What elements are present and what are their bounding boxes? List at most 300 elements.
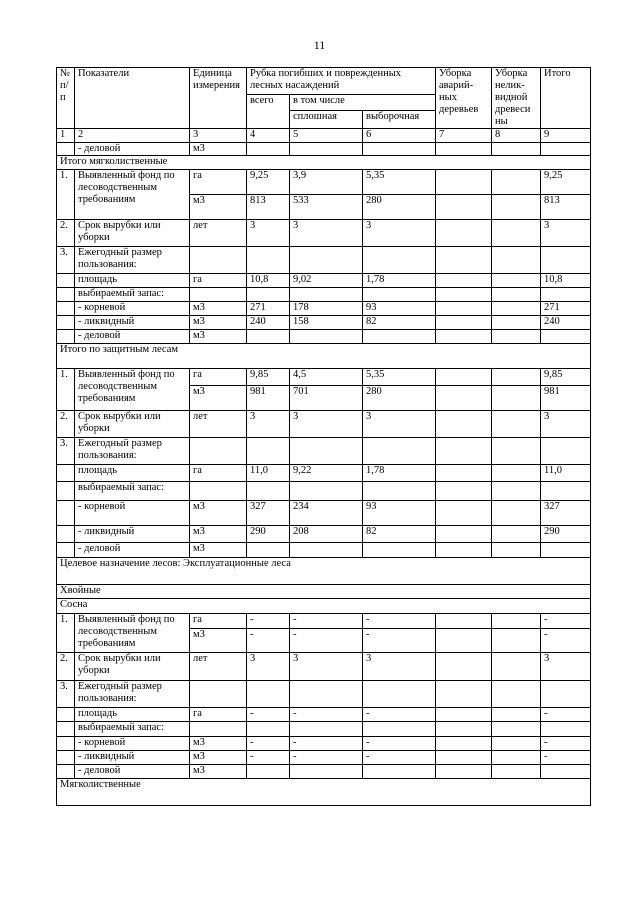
header-including: в том числе: [290, 95, 436, 111]
row-number: 2.: [57, 653, 75, 681]
row-label: Выявленный фонд по лесоводственным требованиям: [75, 170, 190, 220]
row-label: - корневой: [75, 737, 190, 751]
col-num: 6: [363, 129, 436, 143]
cell-v5: 701: [290, 386, 363, 411]
cell-v4: 3: [247, 653, 290, 681]
row-unit: м3: [190, 195, 247, 220]
section-title: Итого мягколиственные: [57, 156, 591, 170]
cell-v4: [247, 722, 290, 737]
row-label: - ликвидный: [75, 316, 190, 330]
row-label: выбираемый запас:: [75, 288, 190, 302]
section-row: [57, 156, 591, 170]
table-row: [57, 751, 591, 765]
header-indicators: Показатели: [75, 68, 190, 129]
cell-v4: 981: [247, 386, 290, 411]
cell-v4: -: [247, 737, 290, 751]
cell-v7: [436, 526, 492, 543]
cell-v4: [247, 143, 290, 156]
table-row: [57, 543, 591, 558]
row-label: - деловой: [75, 143, 190, 156]
cell-v4: [247, 288, 290, 302]
cell-v7: [436, 708, 492, 722]
cell-v9: 981: [541, 386, 591, 411]
cell-v5: 178: [290, 302, 363, 316]
cell-v8: [492, 708, 541, 722]
table-row: [57, 482, 591, 501]
cell-v9: [541, 681, 591, 708]
row-number: [57, 737, 75, 751]
table-row: [57, 708, 591, 722]
cell-v9: 3: [541, 220, 591, 247]
row-label: площадь: [75, 274, 190, 288]
cell-v7: [436, 411, 492, 438]
cell-v6: 3: [363, 220, 436, 247]
row-number: [57, 465, 75, 482]
row-label: Ежегодный размер пользования:: [75, 247, 190, 274]
row-number: [57, 288, 75, 302]
cell-v8: [492, 247, 541, 274]
row-unit: га: [190, 614, 247, 629]
cell-v9: 11,0: [541, 465, 591, 482]
table-row: [57, 614, 591, 629]
cell-v7: [436, 247, 492, 274]
cell-v6: [363, 681, 436, 708]
cell-v8: [492, 465, 541, 482]
cell-v6: 82: [363, 316, 436, 330]
cell-v8: [492, 386, 541, 411]
cell-v9: [541, 288, 591, 302]
cell-v6: [363, 330, 436, 344]
cell-v9: [541, 438, 591, 465]
row-label: Срок вырубки или уборки: [75, 411, 190, 438]
cell-v7: [436, 195, 492, 220]
cell-v7: [436, 681, 492, 708]
cell-v5: -: [290, 737, 363, 751]
cell-v8: [492, 438, 541, 465]
row-label: Ежегодный размер пользования:: [75, 681, 190, 708]
cell-v9: [541, 765, 591, 779]
cell-v6: -: [363, 708, 436, 722]
cell-v6: [363, 288, 436, 302]
row-unit: м3: [190, 751, 247, 765]
cell-v5: -: [290, 629, 363, 653]
table-row: [57, 465, 591, 482]
cell-v4: 9,85: [247, 369, 290, 386]
cell-v6: [363, 247, 436, 274]
table-row: [57, 330, 591, 344]
cell-v5: 9,02: [290, 274, 363, 288]
row-unit: м3: [190, 501, 247, 526]
cell-v8: [492, 482, 541, 501]
cell-v4: [247, 765, 290, 779]
table-row: [57, 681, 591, 708]
cell-v5: -: [290, 614, 363, 629]
row-label: Выявленный фонд по лесоводственным требованиям: [75, 369, 190, 411]
col-num: 9: [541, 129, 591, 143]
col-num: 5: [290, 129, 363, 143]
col-num: 7: [436, 129, 492, 143]
cell-v5: [290, 247, 363, 274]
cell-v5: 234: [290, 501, 363, 526]
row-number: [57, 482, 75, 501]
cell-v5: 208: [290, 526, 363, 543]
row-unit: [190, 681, 247, 708]
row-number: [57, 302, 75, 316]
cell-v7: [436, 220, 492, 247]
cell-v6: 3: [363, 653, 436, 681]
cell-v6: [363, 543, 436, 558]
row-number: [57, 751, 75, 765]
row-label: - деловой: [75, 330, 190, 344]
cell-v7: [436, 722, 492, 737]
cell-v4: 9,25: [247, 170, 290, 195]
header-selective: выборочная: [363, 111, 436, 129]
cell-v8: [492, 737, 541, 751]
row-unit: м3: [190, 543, 247, 558]
cell-v6: -: [363, 737, 436, 751]
cell-v9: 290: [541, 526, 591, 543]
cell-v9: [541, 143, 591, 156]
row-number: [57, 722, 75, 737]
row-unit: м3: [190, 629, 247, 653]
cell-v6: 93: [363, 501, 436, 526]
cell-v8: [492, 195, 541, 220]
row-label: выбираемый запас:: [75, 722, 190, 737]
row-unit: м3: [190, 316, 247, 330]
col-num: 3: [190, 129, 247, 143]
row-unit: м3: [190, 737, 247, 751]
cell-v8: [492, 330, 541, 344]
row-number: 3.: [57, 438, 75, 465]
cell-v6: 280: [363, 386, 436, 411]
section-title: Целевое назначение лесов: Эксплуатационные леса: [57, 558, 591, 585]
row-label: - корневой: [75, 501, 190, 526]
cell-v4: 10,8: [247, 274, 290, 288]
table-body: [57, 143, 591, 806]
cell-v6: 5,35: [363, 369, 436, 386]
header-emergency: Уборка аварий-ных деревьев: [436, 68, 492, 129]
table-row: [57, 369, 591, 386]
cell-v9: 9,25: [541, 170, 591, 195]
cell-v9: 240: [541, 316, 591, 330]
table-row: [57, 302, 591, 316]
cell-v8: [492, 629, 541, 653]
cell-v5: 533: [290, 195, 363, 220]
cell-v8: [492, 411, 541, 438]
cell-v4: [247, 247, 290, 274]
cell-v7: [436, 369, 492, 386]
cell-v9: [541, 482, 591, 501]
cell-v7: [436, 274, 492, 288]
table-row: [57, 722, 591, 737]
col-num: 4: [247, 129, 290, 143]
cell-v7: [436, 302, 492, 316]
cell-v7: [436, 653, 492, 681]
cell-v6: [363, 482, 436, 501]
cell-v4: 290: [247, 526, 290, 543]
row-unit: м3: [190, 330, 247, 344]
row-unit: м3: [190, 526, 247, 543]
cell-v6: 93: [363, 302, 436, 316]
section-row: [57, 344, 591, 369]
cell-v7: [436, 482, 492, 501]
cell-v6: 1,78: [363, 274, 436, 288]
cell-v5: [290, 330, 363, 344]
cell-v7: [436, 501, 492, 526]
row-number: [57, 501, 75, 526]
row-number: 1.: [57, 369, 75, 411]
col-num: 8: [492, 129, 541, 143]
cell-v8: [492, 316, 541, 330]
cell-v8: [492, 765, 541, 779]
cell-v9: 9,85: [541, 369, 591, 386]
row-label: выбираемый запас:: [75, 482, 190, 501]
cell-v4: 240: [247, 316, 290, 330]
cell-v9: -: [541, 737, 591, 751]
cell-v6: [363, 143, 436, 156]
forest-use-table: [56, 67, 591, 806]
cell-v8: [492, 751, 541, 765]
cell-v5: 3: [290, 220, 363, 247]
cell-v6: 3: [363, 411, 436, 438]
cell-v8: [492, 220, 541, 247]
table-row: [57, 653, 591, 681]
cell-v8: [492, 369, 541, 386]
cell-v5: [290, 438, 363, 465]
cell-v9: [541, 543, 591, 558]
cell-v7: [436, 288, 492, 302]
cell-v5: [290, 543, 363, 558]
cell-v7: [436, 543, 492, 558]
row-unit: лет: [190, 653, 247, 681]
table-row: [57, 143, 591, 156]
row-label: Срок вырубки или уборки: [75, 220, 190, 247]
row-unit: м3: [190, 143, 247, 156]
cell-v5: 158: [290, 316, 363, 330]
row-unit: га: [190, 465, 247, 482]
header-itogo: Итого: [541, 68, 591, 129]
cell-v6: 82: [363, 526, 436, 543]
header-nonliquid: Уборка нелик-видной древеси ны: [492, 68, 541, 129]
row-unit: лет: [190, 411, 247, 438]
cell-v8: [492, 543, 541, 558]
cell-v7: [436, 386, 492, 411]
cell-v5: 3,9: [290, 170, 363, 195]
row-number: 3.: [57, 681, 75, 708]
cell-v9: -: [541, 751, 591, 765]
cell-v5: 3: [290, 411, 363, 438]
cell-v8: [492, 526, 541, 543]
cell-v4: 3: [247, 411, 290, 438]
section-title: Мягколиственные: [57, 779, 591, 806]
row-unit: [190, 247, 247, 274]
row-number: [57, 316, 75, 330]
cell-v9: [541, 722, 591, 737]
cell-v6: [363, 722, 436, 737]
row-unit: га: [190, 708, 247, 722]
cell-v8: [492, 501, 541, 526]
cell-v5: [290, 482, 363, 501]
cell-v5: 3: [290, 653, 363, 681]
header-total: всего: [247, 95, 290, 129]
cell-v8: [492, 170, 541, 195]
header-unit: Единица измерения: [190, 68, 247, 129]
cell-v4: [247, 681, 290, 708]
col-num: 1: [57, 129, 75, 143]
cell-v8: [492, 722, 541, 737]
cell-v7: [436, 737, 492, 751]
cell-v6: 280: [363, 195, 436, 220]
cell-v8: [492, 302, 541, 316]
cell-v6: [363, 438, 436, 465]
row-number: 1.: [57, 614, 75, 653]
cell-v8: [492, 274, 541, 288]
cell-v4: [247, 438, 290, 465]
cell-v6: 5,35: [363, 170, 436, 195]
row-number: [57, 765, 75, 779]
cell-v4: -: [247, 708, 290, 722]
table-row: [57, 411, 591, 438]
cell-v6: -: [363, 629, 436, 653]
row-number: [57, 330, 75, 344]
row-label: - ликвидный: [75, 751, 190, 765]
row-label: Выявленный фонд по лесоводственным требованиям: [75, 614, 190, 653]
row-unit: га: [190, 274, 247, 288]
cell-v5: [290, 143, 363, 156]
cell-v4: [247, 330, 290, 344]
cell-v8: [492, 681, 541, 708]
row-label: - деловой: [75, 543, 190, 558]
row-number: 2.: [57, 220, 75, 247]
table-row: [57, 526, 591, 543]
row-number: [57, 143, 75, 156]
row-label: - деловой: [75, 765, 190, 779]
row-number: [57, 274, 75, 288]
cell-v7: [436, 330, 492, 344]
cell-v8: [492, 653, 541, 681]
cell-v9: 3: [541, 653, 591, 681]
cell-v9: 271: [541, 302, 591, 316]
row-unit: [190, 288, 247, 302]
cell-v9: -: [541, 629, 591, 653]
cell-v5: -: [290, 708, 363, 722]
cell-v8: [492, 288, 541, 302]
cell-v5: -: [290, 751, 363, 765]
row-unit: га: [190, 369, 247, 386]
cell-v7: [436, 143, 492, 156]
row-unit: [190, 438, 247, 465]
header-clear: сплошная: [290, 111, 363, 129]
table-row: [57, 170, 591, 195]
cell-v4: [247, 543, 290, 558]
row-unit: [190, 482, 247, 501]
row-label: - корневой: [75, 302, 190, 316]
row-label: площадь: [75, 708, 190, 722]
table-row: [57, 274, 591, 288]
cell-v7: [436, 751, 492, 765]
header-num: № п/ п: [57, 68, 75, 129]
cell-v5: 4,5: [290, 369, 363, 386]
cell-v4: 813: [247, 195, 290, 220]
cell-v4: 271: [247, 302, 290, 316]
table-row: [57, 220, 591, 247]
cell-v6: -: [363, 751, 436, 765]
section-row: [57, 779, 591, 806]
cell-v9: [541, 247, 591, 274]
cell-v5: 9,22: [290, 465, 363, 482]
table-row: [57, 501, 591, 526]
column-numbers-row: [57, 129, 591, 143]
cell-v7: [436, 465, 492, 482]
row-label: Срок вырубки или уборки: [75, 653, 190, 681]
cell-v5: [290, 722, 363, 737]
row-unit: га: [190, 170, 247, 195]
row-unit: м3: [190, 302, 247, 316]
cell-v7: [436, 629, 492, 653]
cell-v7: [436, 438, 492, 465]
section-row: [57, 599, 591, 614]
row-unit: [190, 722, 247, 737]
table-row: [57, 316, 591, 330]
cell-v8: [492, 143, 541, 156]
cell-v5: [290, 681, 363, 708]
section-title: Сосна: [57, 599, 591, 614]
cell-v4: [247, 482, 290, 501]
row-number: 1.: [57, 170, 75, 220]
cell-v7: [436, 316, 492, 330]
cell-v9: 3: [541, 411, 591, 438]
row-unit: лет: [190, 220, 247, 247]
cell-v4: -: [247, 629, 290, 653]
cell-v9: -: [541, 614, 591, 629]
cell-v9: -: [541, 708, 591, 722]
cell-v6: [363, 765, 436, 779]
col-num: 2: [75, 129, 190, 143]
header-felling: Рубка погибших и поврежденных лесных насаждений: [247, 68, 436, 95]
table-row: [57, 765, 591, 779]
section-row: [57, 585, 591, 599]
row-number: [57, 708, 75, 722]
cell-v4: -: [247, 614, 290, 629]
table-row: [57, 438, 591, 465]
cell-v5: [290, 765, 363, 779]
row-number: 2.: [57, 411, 75, 438]
row-label: площадь: [75, 465, 190, 482]
cell-v6: 1,78: [363, 465, 436, 482]
section-row: [57, 558, 591, 585]
row-label: - ликвидный: [75, 526, 190, 543]
table-row: [57, 737, 591, 751]
cell-v4: 11,0: [247, 465, 290, 482]
cell-v7: [436, 170, 492, 195]
cell-v7: [436, 614, 492, 629]
cell-v4: 3: [247, 220, 290, 247]
page-number: 11: [313, 38, 326, 52]
row-number: [57, 526, 75, 543]
cell-v8: [492, 614, 541, 629]
table-row: [57, 247, 591, 274]
cell-v5: [290, 288, 363, 302]
cell-v9: 327: [541, 501, 591, 526]
section-title: Итого по защитным лесам: [57, 344, 591, 369]
table-row: [57, 288, 591, 302]
row-unit: м3: [190, 765, 247, 779]
row-label: Ежегодный размер пользования:: [75, 438, 190, 465]
cell-v6: -: [363, 614, 436, 629]
cell-v9: [541, 330, 591, 344]
row-number: [57, 543, 75, 558]
cell-v9: 813: [541, 195, 591, 220]
